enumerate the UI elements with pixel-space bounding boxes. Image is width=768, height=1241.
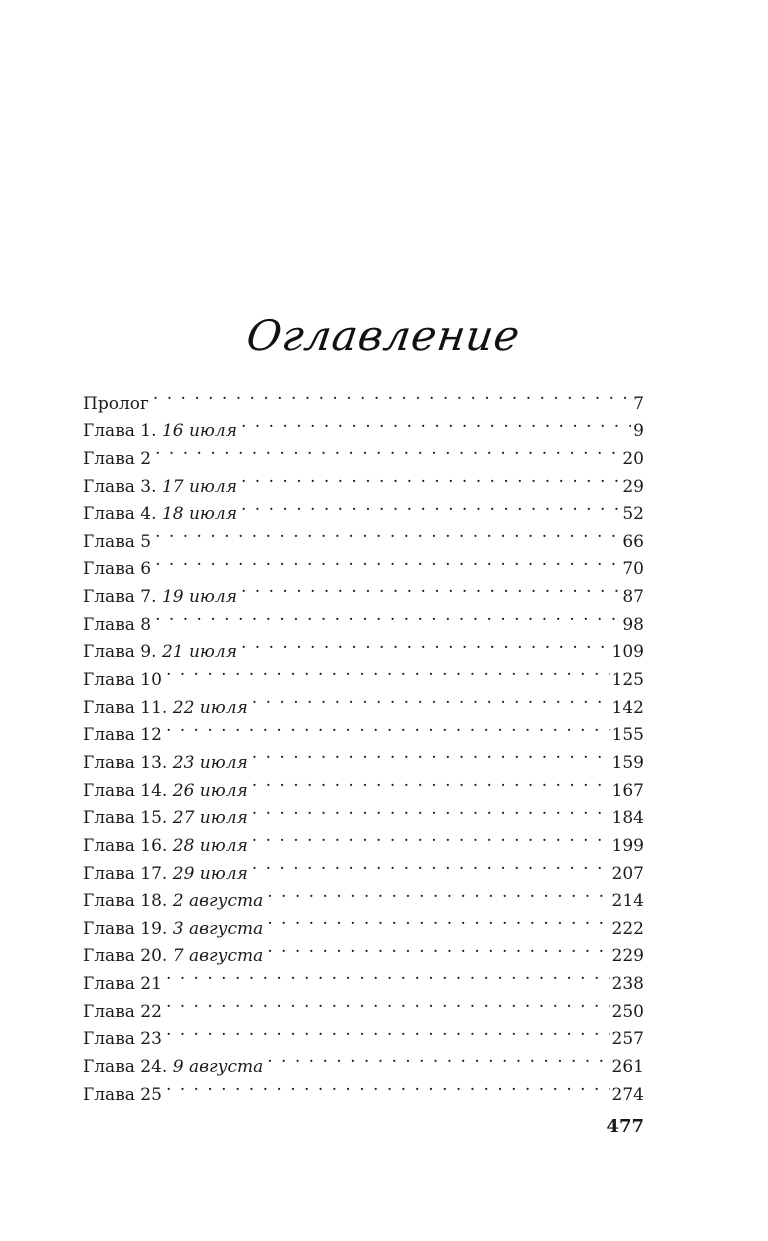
toc-entry	[83, 740, 644, 773]
toc-entry-page: 98	[622, 614, 644, 635]
dot-leader	[155, 547, 620, 575]
dot-leader	[241, 409, 631, 437]
toc-entry-page: 109	[611, 642, 644, 663]
toc-entry	[83, 519, 644, 552]
toc-entry-label: Глава 25	[83, 1084, 162, 1105]
toc-entry-label: Глава 9.	[83, 642, 157, 663]
toc-entry-title	[83, 916, 263, 944]
dot-leader	[166, 1017, 610, 1045]
dot-leader	[252, 796, 610, 824]
toc-entry-page: 222	[611, 918, 644, 939]
dot-leader	[241, 492, 620, 520]
toc-entry-title	[83, 391, 149, 419]
dot-leader	[166, 1072, 610, 1100]
toc-entry-label: Глава 7.	[83, 587, 157, 608]
dot-leader	[241, 574, 620, 602]
toc-entry-date: 22 июля	[172, 697, 248, 718]
toc-entry-page: 229	[611, 946, 644, 967]
toc-entry-label: Глава 1.	[83, 421, 157, 442]
toc-entry-title	[83, 778, 248, 806]
dot-leader	[252, 740, 610, 768]
dot-leader	[153, 381, 631, 409]
toc-entry-label: Глава 8	[83, 614, 152, 635]
toc-entry-page: 184	[611, 808, 644, 829]
toc-entry-date: 21 июля	[161, 642, 237, 663]
dot-leader	[155, 436, 620, 464]
toc-entry	[83, 574, 644, 608]
toc-entry-label: Глава 20.	[83, 946, 168, 967]
toc-entry-date: 3 августа	[172, 918, 264, 939]
toc-entry-page: 20	[622, 448, 644, 469]
toc-entry-title	[83, 805, 248, 833]
toc-entry-title	[83, 722, 162, 750]
dot-leader	[155, 519, 620, 547]
toc-entry-label: Глава 15.	[83, 808, 168, 829]
toc-entry-label: Глава 16.	[83, 835, 168, 856]
toc-entry	[83, 961, 644, 995]
dot-leader	[267, 906, 609, 934]
toc-entry-page: 199	[611, 835, 644, 856]
toc-entry-label: Глава 12	[83, 725, 162, 746]
page-title: Оглавление	[244, 310, 524, 360]
toc-entry-title	[83, 999, 162, 1027]
toc-entry-page: 214	[611, 891, 644, 912]
toc-entry-date: 19 июля	[161, 587, 237, 608]
toc-entry-label: Глава 17.	[83, 863, 168, 884]
toc-entry-date: 9 августа	[172, 1057, 264, 1078]
toc-entry-title	[83, 750, 248, 778]
toc-entry-title	[83, 529, 151, 557]
toc-entry-label: Глава 22	[83, 1001, 162, 1022]
toc-entry-page: 66	[622, 531, 644, 552]
dot-leader	[252, 768, 610, 796]
page-number: 477	[606, 1116, 644, 1137]
toc-entry-label: Глава 18.	[83, 891, 168, 912]
toc-entry	[83, 436, 644, 469]
toc-entry-date: 28 июля	[172, 835, 248, 856]
dot-leader	[252, 685, 610, 713]
toc-entry-label: Глава 10	[83, 670, 162, 691]
dot-leader	[166, 657, 610, 685]
toc-entry-label: Глава 4.	[83, 504, 157, 525]
toc-entry-date: 7 августа	[172, 946, 264, 967]
toc-entry-page: 29	[622, 476, 644, 497]
toc-entry-date: 16 июля	[161, 421, 237, 442]
toc-entry-date: 17 июля	[161, 476, 237, 497]
toc-entry-label: Глава 23	[83, 1029, 162, 1050]
toc-entry-page: 125	[611, 670, 644, 691]
toc-entry-label: Пролог	[83, 393, 149, 414]
dot-leader	[267, 934, 609, 962]
toc-entry-page: 70	[622, 559, 644, 580]
toc-entry	[83, 547, 644, 580]
toc-entry-title	[83, 1082, 162, 1110]
toc-entry-title	[83, 474, 237, 502]
dot-leader	[267, 1044, 609, 1072]
toc-entry-label: Глава 21	[83, 974, 162, 995]
toc-entry	[83, 630, 644, 663]
toc-entry-title	[83, 556, 151, 584]
dot-leader	[252, 823, 610, 851]
toc-entry-date: 29 июля	[172, 863, 248, 884]
toc-entry-page: 238	[611, 974, 644, 995]
toc-entry-title	[83, 1026, 162, 1054]
toc-entry-page: 274	[611, 1084, 644, 1105]
dot-leader	[267, 879, 609, 907]
toc-entry-date: 27 июля	[172, 808, 248, 829]
toc-entry-page: 142	[611, 697, 644, 718]
toc-entry-page: 159	[611, 752, 644, 773]
toc-entry-page: 257	[611, 1029, 644, 1050]
toc-entry-date: 26 июля	[172, 780, 248, 801]
toc-entry-page: 87	[622, 587, 644, 608]
toc-entry-title	[83, 971, 162, 999]
toc-entry-title	[83, 861, 248, 889]
toc-entry-label: Глава 2	[83, 448, 152, 469]
toc-entry-page: 167	[611, 780, 644, 801]
toc-entry	[83, 602, 644, 635]
dot-leader	[166, 989, 610, 1017]
toc-entry	[83, 464, 644, 497]
toc-entry-page: 155	[611, 725, 644, 746]
dot-leader	[252, 851, 610, 879]
toc-entry-page: 52	[622, 504, 644, 525]
toc-entry	[83, 381, 644, 414]
dot-leader	[155, 602, 620, 630]
toc-entry	[83, 1017, 644, 1050]
title-container	[0, 300, 768, 370]
toc-entry-page: 7	[633, 393, 644, 414]
toc-entry-title	[83, 667, 162, 695]
dot-leader	[241, 630, 610, 658]
toc-entry	[83, 1072, 644, 1105]
toc-entry-date: 2 августа	[172, 891, 264, 912]
toc-entry-title	[83, 446, 151, 474]
toc-entry-label: Глава 11.	[83, 697, 168, 718]
toc-entry	[83, 657, 644, 691]
toc-entry	[83, 713, 644, 746]
toc-entry-title	[83, 612, 151, 640]
table-of-contents	[83, 381, 644, 1105]
toc-entry-page: 9	[633, 421, 644, 442]
toc-entry	[83, 989, 644, 1022]
toc-entry-label: Глава 5	[83, 531, 152, 552]
toc-entry	[83, 409, 644, 442]
toc-entry-label: Глава 6	[83, 559, 152, 580]
toc-entry	[83, 1044, 644, 1078]
toc-entry-page: 207	[611, 863, 644, 884]
toc-entry-title	[83, 833, 248, 861]
toc-entry-label: Глава 13.	[83, 752, 168, 773]
toc-entry	[83, 685, 644, 718]
dot-leader	[166, 713, 610, 741]
toc-entry-date: 23 июля	[172, 752, 248, 773]
dot-leader	[241, 464, 620, 492]
toc-entry-label: Глава 19.	[83, 918, 168, 939]
toc-entry-page: 261	[611, 1057, 644, 1078]
dot-leader	[166, 961, 610, 989]
toc-entry-title	[83, 888, 263, 916]
toc-entry-date: 18 июля	[161, 504, 237, 525]
toc-entry-page: 250	[611, 1001, 644, 1022]
toc-entry-label: Глава 24.	[83, 1057, 168, 1078]
toc-entry-label: Глава 14.	[83, 780, 168, 801]
toc-entry-label: Глава 3.	[83, 476, 157, 497]
